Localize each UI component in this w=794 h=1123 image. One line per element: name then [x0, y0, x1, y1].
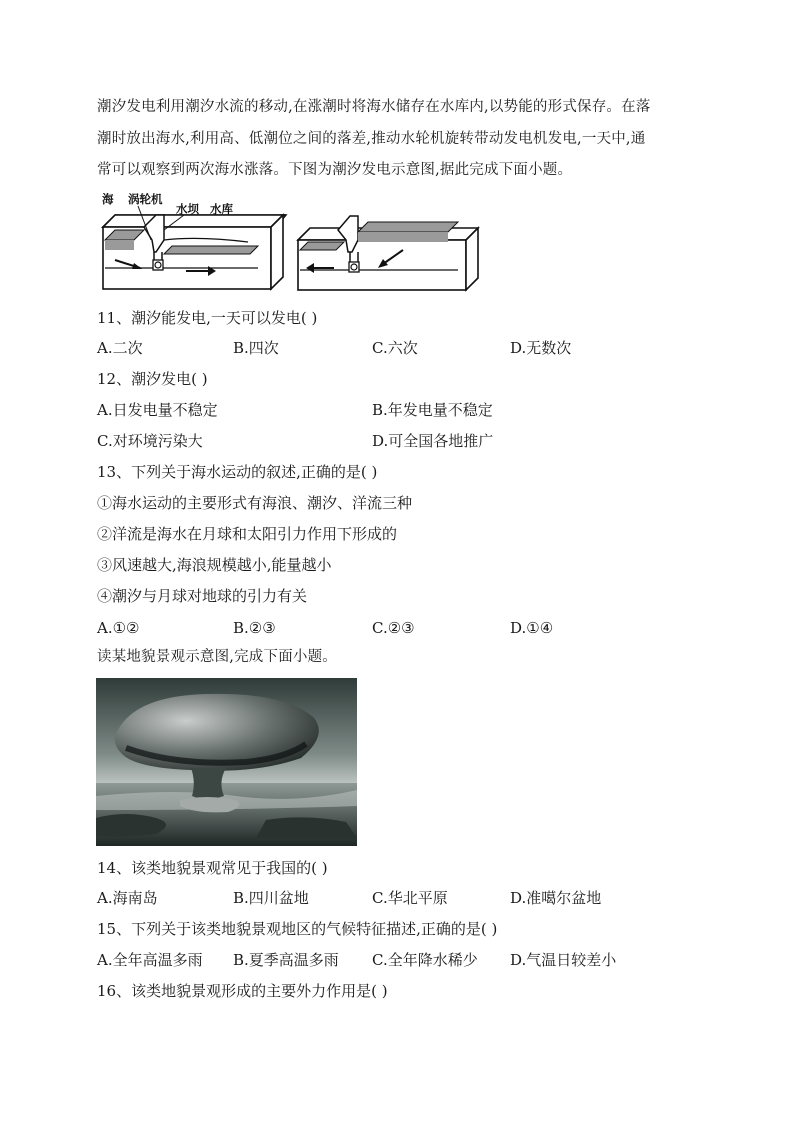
q11-option-a[interactable]: A.二次	[97, 339, 143, 357]
intro-line-1: 潮汐发电利用潮汐水流的移动,在涨潮时将海水储存在水库内,以势能的形式保存。在落	[97, 99, 651, 115]
q12-option-c[interactable]: C.对环境污染大	[97, 432, 203, 450]
q15-option-b[interactable]: B.夏季高温多雨	[233, 951, 339, 969]
intro-line-2: 潮时放出海水,利用高、低潮位之间的落差,推动水轮机旋转带动发电机发电,一天中,通	[97, 131, 646, 147]
label-sea: 海	[102, 192, 114, 206]
q13-statement-2: ②洋流是海水在月球和太阳引力作用下形成的	[97, 525, 398, 543]
q14-option-c[interactable]: C.华北平原	[372, 889, 448, 907]
intro-line-3: 常可以观察到两次海水涨落。下图为潮汐发电示意图,据此完成下面小题。	[97, 162, 573, 178]
q13-option-a[interactable]: A.①②	[97, 619, 140, 637]
question-11-stem: 11、潮汐能发电,一天可以发电( )	[97, 309, 318, 327]
mushroom-rock-photo	[96, 678, 357, 846]
q13-option-d[interactable]: D.①④	[510, 619, 554, 637]
q14-option-b[interactable]: B.四川盆地	[233, 889, 309, 907]
tidal-power-diagram	[98, 190, 498, 295]
label-reservoir: 水库	[210, 202, 233, 216]
q13-option-c[interactable]: C.②③	[372, 619, 415, 637]
q14-option-a[interactable]: A.海南岛	[97, 889, 158, 907]
q13-statement-4: ④潮汐与月球对地球的引力有关	[97, 587, 308, 605]
question-15-stem: 15、下列关于该类地貌景观地区的气候特征描述,正确的是( )	[97, 920, 498, 938]
q12-option-d[interactable]: D.可全国各地推广	[372, 432, 494, 450]
diagram-flood-tide	[103, 215, 286, 289]
q11-option-c[interactable]: C.六次	[372, 339, 418, 357]
q15-option-c[interactable]: C.全年降水稀少	[372, 951, 478, 969]
intro-2: 读某地貌景观示意图,完成下面小题。	[97, 649, 338, 665]
question-14-stem: 14、该类地貌景观常见于我国的( )	[97, 859, 328, 877]
q15-option-d[interactable]: D.气温日较差小	[510, 951, 617, 969]
q15-option-a[interactable]: A.全年高温多雨	[97, 951, 203, 969]
q13-statement-1: ①海水运动的主要形式有海浪、潮汐、洋流三种	[97, 494, 413, 512]
question-16-stem: 16、该类地貌景观形成的主要外力作用是( )	[97, 982, 388, 1000]
question-12-stem: 12、潮汐发电( )	[97, 370, 208, 388]
q12-option-a[interactable]: A.日发电量不稳定	[97, 401, 218, 419]
q11-option-b[interactable]: B.四次	[233, 339, 279, 357]
diagram-ebb-tide	[298, 216, 478, 290]
q11-option-d[interactable]: D.无数次	[510, 339, 572, 357]
label-turbine: 涡轮机	[128, 192, 163, 206]
q13-option-b[interactable]: B.②③	[233, 619, 276, 637]
q14-option-d[interactable]: D.准噶尔盆地	[510, 889, 602, 907]
question-13-stem: 13、下列关于海水运动的叙述,正确的是( )	[97, 463, 378, 481]
label-dam: 水坝	[176, 202, 199, 216]
q13-statement-3: ③风速越大,海浪规模越小,能量越小	[97, 556, 332, 574]
q12-option-b[interactable]: B.年发电量不稳定	[372, 401, 493, 419]
